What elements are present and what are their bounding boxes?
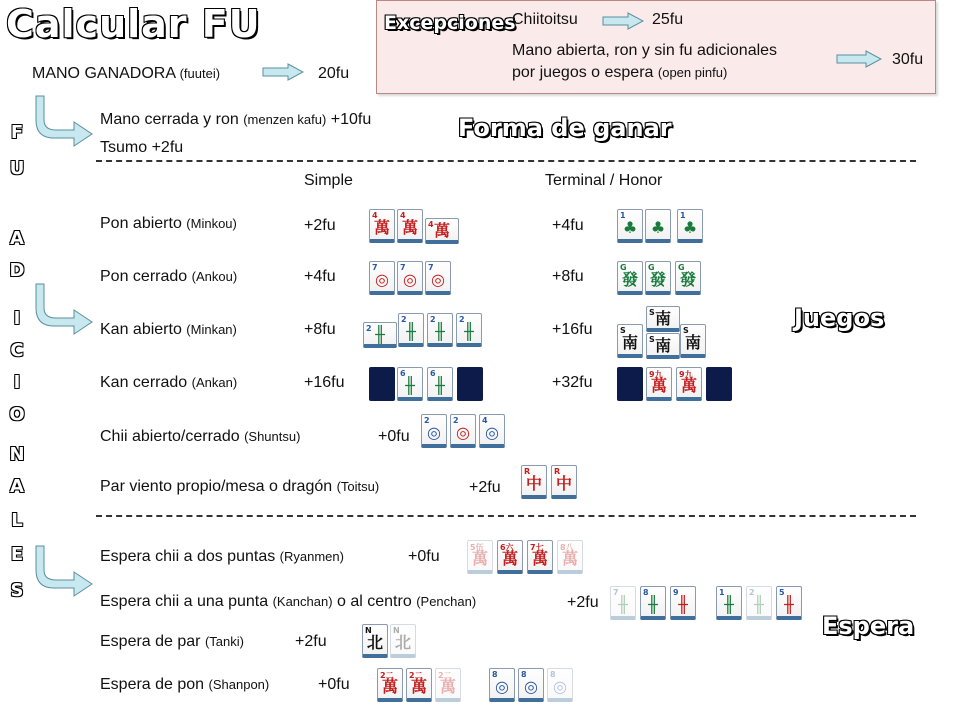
- mahjong-tile: 6 ╫: [397, 367, 423, 401]
- section-title-forma: Forma de ganar: [458, 114, 672, 142]
- chii-term: (Shuntsu): [244, 429, 301, 444]
- mahjong-tile: 7七 萬: [527, 540, 553, 574]
- mahjong-tile: 2二 萬: [377, 668, 403, 702]
- row-term: (Minkou): [186, 216, 237, 231]
- page-title: Calcular FU: [6, 2, 261, 46]
- shanpon-line: [100, 676, 269, 694]
- mahjong-tile: 7 ◎: [369, 261, 395, 295]
- mahjong-tile: 4 萬: [397, 209, 423, 243]
- mahjong-tile: 8 ◎: [547, 668, 573, 702]
- row-term: (Minkan): [186, 322, 237, 337]
- simple-value: +4fu: [304, 268, 336, 285]
- row-term: (Ankan): [191, 375, 238, 390]
- kanchan-mid: o al centro: [337, 593, 412, 610]
- tile-back: [617, 367, 643, 401]
- row-label-text: Kan cerrado: [100, 374, 188, 391]
- pair-label: Par viento propio/mesa o dragón: [100, 478, 333, 495]
- curved-arrow-icon: [30, 94, 94, 150]
- vertical-letter: O: [9, 404, 25, 425]
- section-title-juegos: Juegos: [794, 304, 885, 332]
- terminal-value: +32fu: [552, 374, 593, 391]
- menzen-term: (menzen kafu): [243, 112, 327, 127]
- vertical-letter: A: [10, 228, 24, 249]
- tile-back: [457, 367, 483, 401]
- mahjong-tile: R 中: [551, 465, 577, 499]
- pair-line: [100, 478, 379, 496]
- column-header-terminal: Terminal / Honor: [545, 172, 663, 189]
- right-arrow-icon: [602, 12, 644, 30]
- simple-value: +2fu: [304, 217, 336, 234]
- terminal-value: +16fu: [552, 321, 593, 338]
- curved-arrow-icon: [30, 544, 94, 600]
- simple-value: +16fu: [304, 374, 345, 391]
- vertical-letter: F: [10, 122, 24, 143]
- ryanmen-value: +0fu: [408, 548, 440, 565]
- row-label-text: Pon abierto: [100, 215, 182, 232]
- section-title-espera: Espera: [822, 612, 915, 640]
- mahjong-tile: 7 ◎: [425, 261, 451, 295]
- mahjong-tile: 7 ╫: [610, 586, 636, 620]
- section-divider: [96, 515, 916, 517]
- chiitoitsu-label: Chiitoitsu: [512, 11, 578, 28]
- terminal-value: +4fu: [552, 217, 584, 234]
- mahjong-tile: 1 ♣: [617, 209, 643, 243]
- base-value: 20fu: [318, 65, 350, 82]
- open-pinfu-line2: [512, 64, 727, 82]
- open-pinfu-line2-text: por juegos o espera: [512, 64, 654, 81]
- mahjong-tile: 2 ╫: [363, 322, 397, 348]
- mahjong-tile: 4 萬: [425, 218, 459, 244]
- mahjong-tile: ♣: [645, 209, 671, 243]
- mahjong-tile: R 中: [521, 465, 547, 499]
- mahjong-tile: 2二 萬: [406, 668, 432, 702]
- menzen-line: [100, 111, 371, 129]
- pair-value: +2fu: [469, 479, 501, 496]
- right-arrow-icon: [836, 50, 882, 68]
- shanpon-value: +0fu: [318, 676, 350, 693]
- vertical-letter: L: [11, 510, 23, 531]
- row-label: [100, 374, 237, 392]
- ryanmen-term: (Ryanmen): [279, 549, 344, 564]
- open-pinfu-value: 30fu: [892, 51, 924, 68]
- row-label-text: Pon cerrado: [100, 268, 188, 285]
- mahjong-tile: 1 ╫: [716, 586, 742, 620]
- chii-line: [100, 428, 300, 446]
- simple-value: +8fu: [304, 321, 336, 338]
- vertical-letter: S: [10, 580, 24, 601]
- terminal-value: +8fu: [552, 268, 584, 285]
- mahjong-tile: S 南: [646, 333, 680, 359]
- row-label: [100, 215, 237, 233]
- mahjong-tile: N 北: [362, 624, 388, 658]
- mahjong-tile: 8 ◎: [489, 668, 515, 702]
- menzen-value: +10fu: [330, 111, 372, 128]
- chiitoitsu-value: 25fu: [652, 11, 684, 28]
- mahjong-tile: 2 ╫: [398, 313, 424, 347]
- open-pinfu-term: (open pinfu): [657, 65, 728, 80]
- mahjong-tile: 2 ◎: [421, 414, 447, 448]
- mahjong-tile: S 南: [680, 324, 706, 358]
- mahjong-tile: 8八 萬: [557, 540, 583, 574]
- chii-value: +0fu: [378, 428, 410, 445]
- vertical-letter: C: [10, 340, 24, 361]
- mahjong-tile: 8 ╫: [640, 586, 666, 620]
- vertical-letter: I: [13, 308, 21, 329]
- mahjong-tile: N 北: [390, 624, 416, 658]
- tanki-value: +2fu: [295, 633, 327, 650]
- mahjong-tile: 2 ╫: [746, 586, 772, 620]
- tile-back: [369, 367, 395, 401]
- tile-back: [706, 367, 732, 401]
- right-arrow-icon: [262, 63, 304, 81]
- mahjong-tile: S 南: [617, 324, 643, 358]
- section-divider: [96, 160, 916, 162]
- tanki-term: (Tanki): [204, 634, 244, 649]
- mahjong-tile: 9 ╫: [670, 586, 696, 620]
- penchan-term: (Penchan): [416, 594, 477, 609]
- row-label: [100, 268, 237, 286]
- mahjong-tile: 2二 萬: [435, 668, 461, 702]
- mahjong-tile: 7 ◎: [397, 261, 423, 295]
- tanki-label: Espera de par: [100, 633, 201, 650]
- curved-arrow-icon: [30, 282, 94, 338]
- shanpon-term: (Shanpon): [208, 677, 270, 692]
- ryanmen-label: Espera chii a dos puntas: [100, 548, 276, 565]
- mahjong-tile: G 發: [617, 261, 643, 295]
- base-label: MANO GANADORA: [32, 65, 176, 82]
- base-term: (fuutei): [179, 66, 221, 81]
- exceptions-title: Excepciones: [384, 12, 516, 34]
- vertical-letter: D: [9, 260, 25, 281]
- kanchan-term: (Kanchan): [272, 594, 333, 609]
- mahjong-tile: 2 ◎: [450, 414, 476, 448]
- shanpon-label: Espera de pon: [100, 676, 205, 693]
- mahjong-tile: 8 ◎: [518, 668, 544, 702]
- mahjong-tile: 2 ╫: [427, 313, 453, 347]
- menzen-text: Mano cerrada y ron: [100, 111, 239, 128]
- pair-term: (Toitsu): [336, 479, 380, 494]
- kanchan-line: [100, 593, 476, 611]
- ryanmen-line: [100, 548, 344, 566]
- vertical-letter: A: [10, 476, 24, 497]
- vertical-letter: E: [10, 544, 24, 565]
- mahjong-tile: 6 ╫: [427, 367, 453, 401]
- vertical-letter: I: [13, 372, 21, 393]
- row-label-text: Kan abierto: [100, 321, 182, 338]
- mahjong-tile: 2 ╫: [456, 313, 482, 347]
- mahjong-tile: 1 ♣: [677, 209, 703, 243]
- chii-label: Chii abierto/cerrado: [100, 428, 240, 445]
- mahjong-tile: 5 ╫: [776, 586, 802, 620]
- mahjong-tile: 9九 萬: [646, 367, 672, 401]
- mahjong-tile: 5伍 萬: [467, 540, 493, 574]
- tsumo-text: Tsumo +2fu: [100, 139, 184, 156]
- mahjong-tile: S 南: [646, 306, 680, 332]
- base-line: [32, 65, 220, 83]
- mahjong-tile: 9九 萬: [676, 367, 702, 401]
- tanki-line: [100, 633, 244, 651]
- mahjong-tile: 4 萬: [369, 209, 395, 243]
- vertical-letter: N: [9, 444, 25, 465]
- open-pinfu-line1: Mano abierta, ron y sin fu adicionales: [512, 42, 778, 59]
- kanchan-value: +2fu: [567, 594, 599, 611]
- mahjong-tile: G 發: [675, 261, 701, 295]
- row-term: (Ankou): [191, 269, 238, 284]
- mahjong-tile: 4 ◎: [479, 414, 505, 448]
- column-header-simple: Simple: [304, 172, 353, 189]
- row-label: [100, 321, 237, 339]
- kanchan-label: Espera chii a una punta: [100, 593, 269, 610]
- mahjong-tile: 6六 萬: [497, 540, 523, 574]
- mahjong-tile: G 發: [645, 261, 671, 295]
- vertical-letter: U: [9, 158, 25, 179]
